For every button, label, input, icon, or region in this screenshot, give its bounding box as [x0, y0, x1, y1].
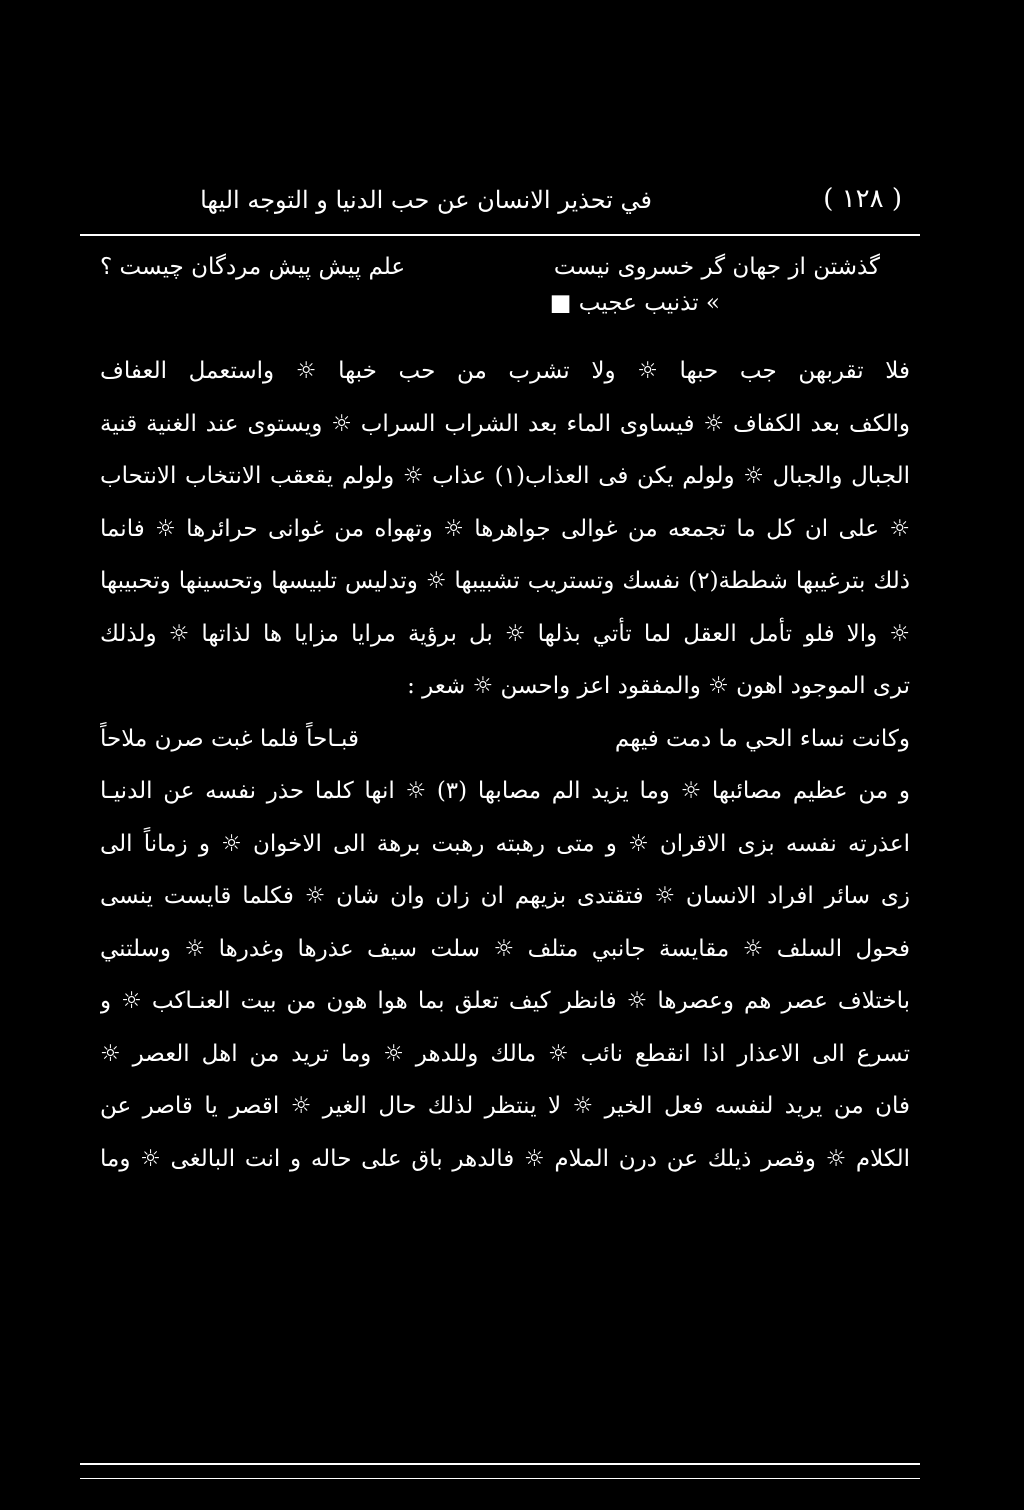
- page-header: [86, 180, 922, 228]
- body-text: [100, 345, 910, 1185]
- verse-hemistich-left: علم پیش پیش مردگان چیست ؟: [100, 254, 406, 280]
- verse-hemistich-right: گذشتن از جهان گر خسروی نیست: [553, 254, 880, 280]
- footnote-rule: [80, 1463, 920, 1465]
- body-line: زى سائر افراد الانسان ☼ فتقتدى بزيهم ان زان وان شان ☼ فكلما قايست ينسى: [100, 883, 910, 909]
- body-line: ☼ على ان كل ما تجمعه من غوالى جواهرها ☼ وتهواه من غوانى حرائرها ☼ فانما: [100, 515, 910, 542]
- body-line: فان من يريد لنفسه فعل الخير ☼ لا ينتظر لذلك حال الغير ☼ اقصر يا قاصر عن: [100, 1093, 910, 1119]
- running-title: في تحذير الانسان عن حب الدنيا و التوجه اليها: [200, 186, 652, 214]
- body-line: ☼ والا فلو تأمل العقل لما تأتي بذلها ☼ بل برؤية مرايا مزايا ها لذاتها ☼ ولذلك: [100, 620, 910, 647]
- body-line: اعذرته نفسه بزى الاقران ☼ و متى رهبته رهبت برهة الى الاخوان ☼ و زماناً الى: [100, 830, 910, 857]
- poem-couplet: [100, 713, 910, 766]
- verse-heading: [100, 250, 880, 322]
- page-number: ( ١٢٨ ): [823, 184, 902, 214]
- header-rule: [80, 234, 920, 236]
- body-line: ذلك بترغيبها شططة(٢) نفسك وتستريب تشبيبها ☼ وتدليس تلبيسها وتحسينها وتحبيبها: [100, 568, 910, 594]
- body-line: فلا تقربهن جب حبها ☼ ولا تشرب من حب خبها ☼ واستعمل العفاف: [100, 358, 910, 384]
- body-line: الكلام ☼ وقصر ذيلك عن درن الملام ☼ فالدهر باق على حاله و انت البالغى ☼ وما: [100, 1145, 910, 1172]
- couplet-right: وكانت نساء الحي ما دمت فيهم: [614, 725, 910, 752]
- verse-line: [100, 250, 880, 284]
- body-line: ترى الموجود اهون ☼ والمفقود اعز واحسن ☼ شعر :: [407, 673, 910, 699]
- body-line: والكف بعد الكفاف ☼ فيساوى الماء بعد الشراب السراب ☼ ويستوى عند الغنية قنية: [100, 410, 910, 437]
- body-line: تسرع الى الاعذار اذا انقطع نائب ☼ مالك وللدهر ☼ وما تريد من اهل العصر ☼: [100, 1040, 910, 1067]
- body-line: الجبال والجبال ☼ ولولم يكن فى العذاب(١) عذاب ☼ ولولم يقعقب الانتخاب الانتحاب: [100, 463, 910, 489]
- section-heading: » تذنيب عجيب ■: [549, 290, 720, 316]
- body-line: فحول السلف ☼ مقايسة جانبي متلف ☼ سلت سيف عذرها وغدرها ☼ وسلتني: [100, 935, 910, 962]
- body-line: و من عظيم مصائبها ☼ وما يزيد الم مصابها (٣) ☼ انها كلما حذر نفسه عن الدنيـا: [100, 778, 910, 804]
- footnotes: [105, 1484, 910, 1508]
- footnote-rule-thin: [80, 1478, 920, 1479]
- couplet-left: قبـاحاً فلما غبت صرن ملاحاً: [100, 725, 359, 752]
- body-line: باختلاف عصر هم وعصرها ☼ فانظر كيف تعلق بما هوا هون من بيت العنـاكب ☼ و: [100, 988, 910, 1014]
